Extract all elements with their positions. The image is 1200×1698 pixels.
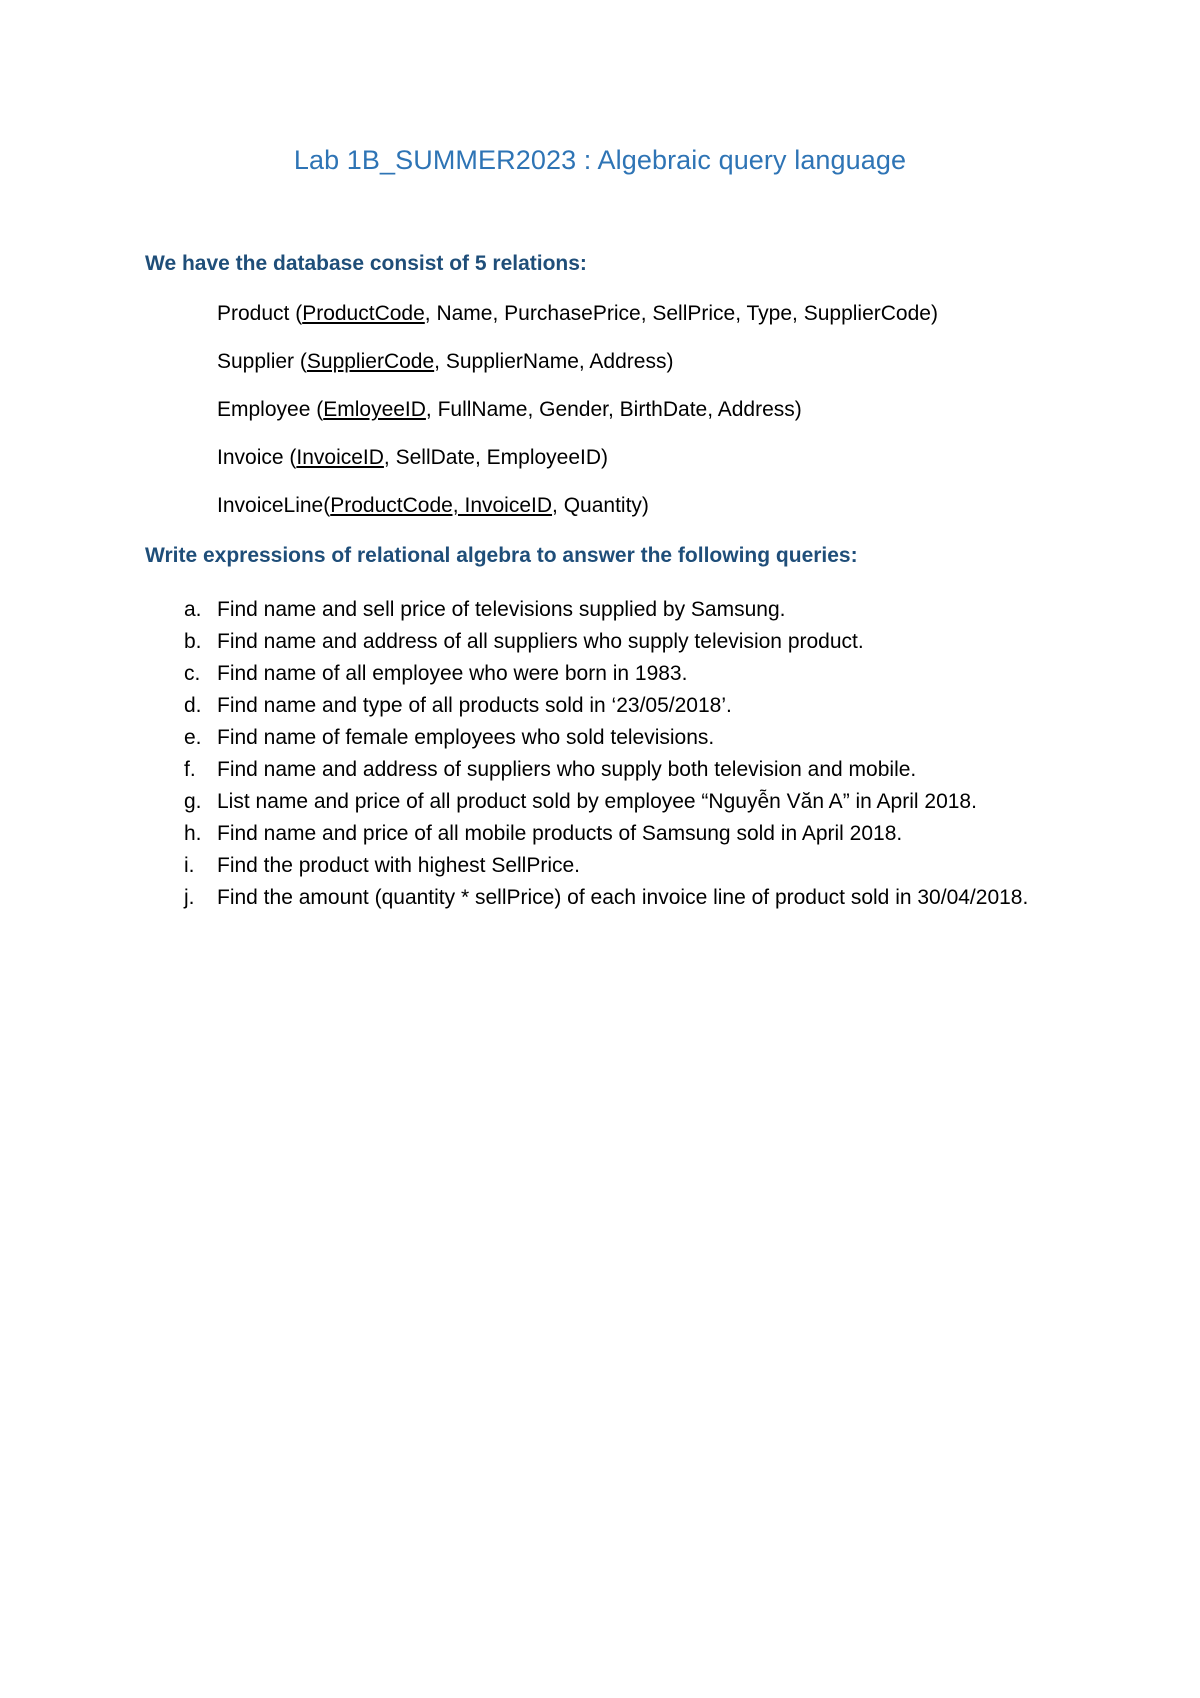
- relation-attributes: , FullName, Gender, BirthDate, Address): [425, 398, 802, 421]
- relation-key: SupplierCode: [306, 350, 435, 373]
- query-text: Find name and type of all products sold in ‘23/05/2018’.: [217, 694, 732, 717]
- relation-name: Employee (: [217, 398, 324, 421]
- query-letter: a.: [184, 598, 202, 621]
- query-item: [160, 658, 1060, 690]
- relation-attributes: , Quantity): [552, 494, 649, 517]
- query-text: Find name of all employee who were born in 1983.: [217, 662, 688, 685]
- query-letter: e.: [184, 726, 202, 749]
- relation-key: ProductCode: [302, 302, 425, 325]
- query-item: [160, 882, 1060, 914]
- queries-heading: Write expressions of relational algebra to answer the following queries:: [145, 544, 858, 567]
- query-letter: i.: [184, 854, 195, 877]
- relation-supplier: [217, 350, 938, 398]
- relation-employee: [217, 398, 938, 446]
- query-letter: g.: [184, 790, 202, 813]
- query-letter: d.: [184, 694, 202, 717]
- relation-invoiceline: [217, 494, 938, 542]
- relation-name: Supplier (: [217, 350, 307, 373]
- relation-name: Product (: [217, 302, 303, 325]
- queries-list: [160, 594, 1060, 914]
- query-text: Find name and sell price of televisions supplied by Samsung.: [217, 598, 786, 621]
- query-text: Find name and address of suppliers who supply both television and mobile.: [217, 758, 917, 781]
- relation-key: EmloyeeID: [323, 398, 426, 421]
- query-item: [160, 626, 1060, 658]
- page-title: Lab 1B_SUMMER2023 : Algebraic query language: [293, 145, 907, 175]
- relations-list: [217, 302, 938, 542]
- query-text: Find name and price of all mobile products of Samsung sold in April 2018.: [217, 822, 903, 845]
- query-letter: c.: [184, 662, 201, 685]
- relations-heading: We have the database consist of 5 relations:: [145, 252, 587, 275]
- query-item: [160, 690, 1060, 722]
- relation-attributes: , Name, PurchasePrice, SellPrice, Type, SupplierCode): [424, 302, 938, 325]
- query-item: [160, 754, 1060, 786]
- query-text: Find the product with highest SellPrice.: [217, 854, 581, 877]
- query-letter: b.: [184, 630, 202, 653]
- query-letter: j.: [184, 886, 195, 909]
- relation-key: InvoiceID: [296, 446, 384, 469]
- relation-name: InvoiceLine(: [217, 494, 331, 517]
- query-text: List name and price of all product sold by employee “Nguyễn Văn A” in April 2018.: [217, 790, 977, 813]
- query-text: Find name of female employees who sold televisions.: [217, 726, 715, 749]
- query-item: [160, 818, 1060, 850]
- query-text: Find name and address of all suppliers who supply television product.: [217, 630, 864, 653]
- relation-invoice: [217, 446, 938, 494]
- relation-attributes: , SupplierName, Address): [434, 350, 674, 373]
- query-letter: f.: [184, 758, 196, 781]
- query-text: Find the amount (quantity * sellPrice) of each invoice line of product sold in 30/04/2018.: [217, 886, 1029, 909]
- query-item: [160, 594, 1060, 626]
- relation-name: Invoice (: [217, 446, 297, 469]
- relation-product: [217, 302, 938, 350]
- relation-key: ProductCode, InvoiceID: [330, 494, 553, 517]
- relation-attributes: , SellDate, EmployeeID): [383, 446, 609, 469]
- query-item: [160, 850, 1060, 882]
- query-letter: h.: [184, 822, 202, 845]
- query-item: [160, 786, 1060, 818]
- query-item: [160, 722, 1060, 754]
